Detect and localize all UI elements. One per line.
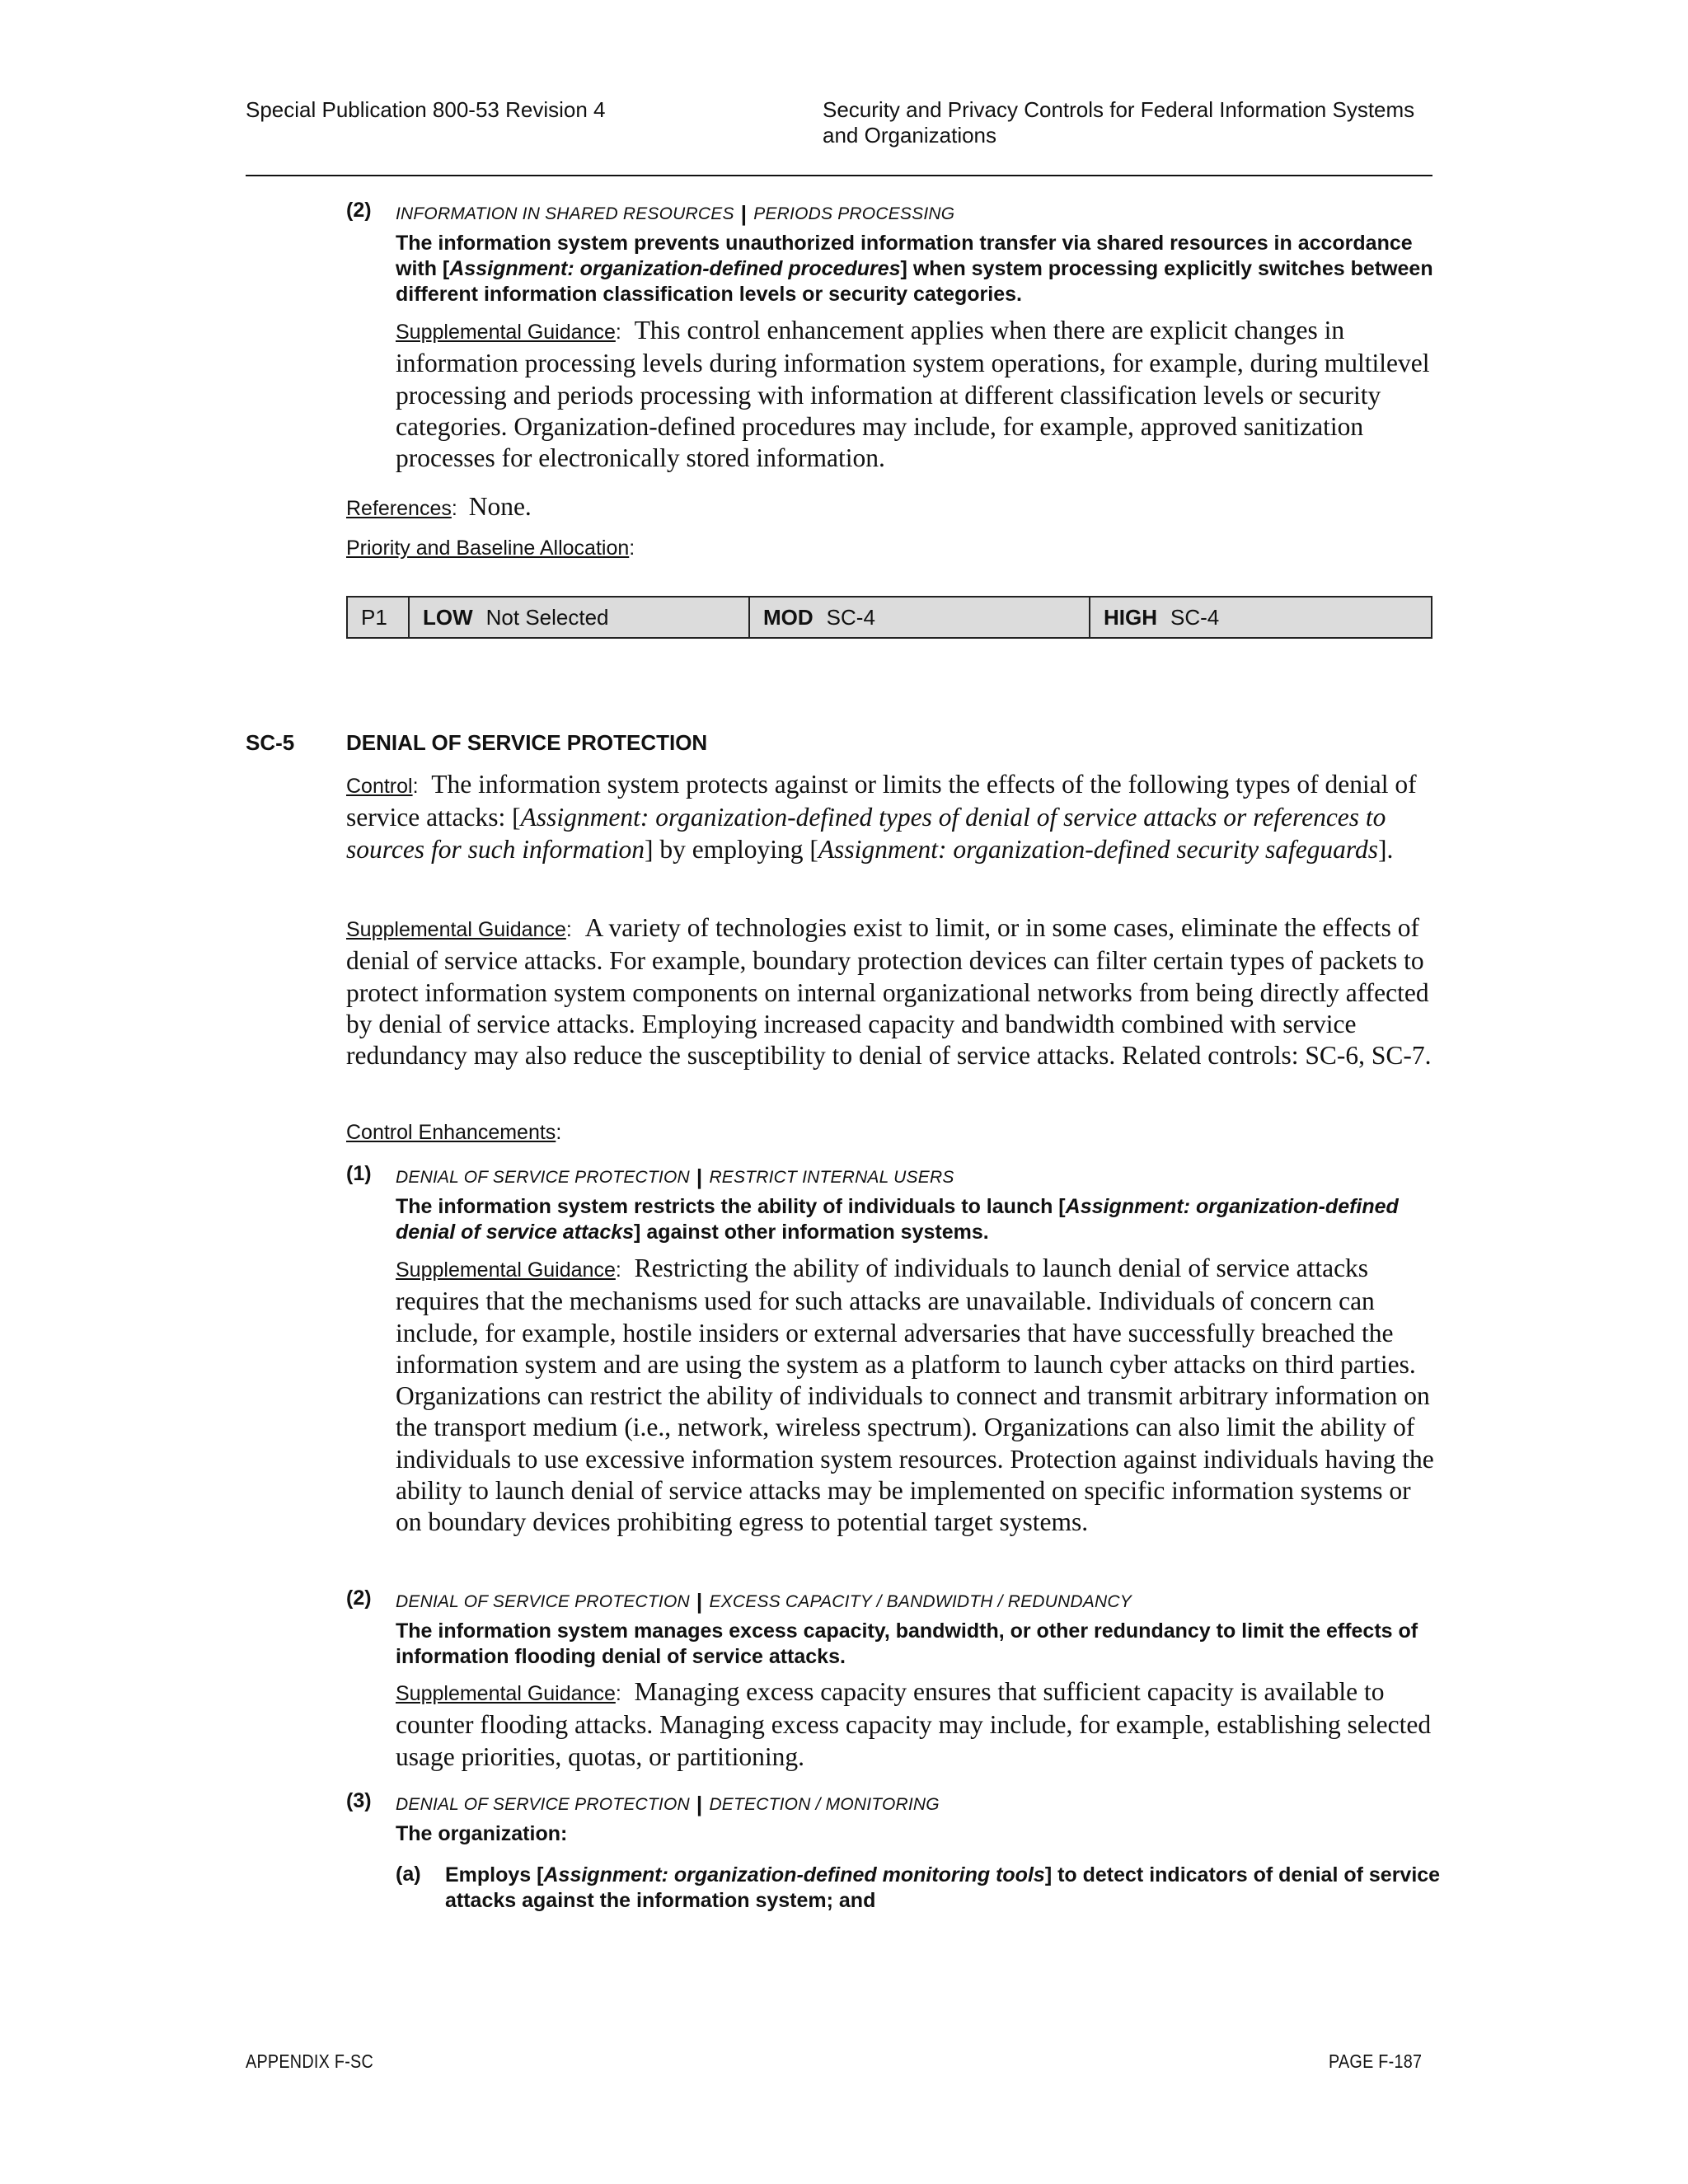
assignment-text: Assignment: organization-defined security safeguards [818,834,1379,864]
high-label: HIGH [1104,604,1157,630]
low-value: Not Selected [485,604,609,630]
high-value: SC-4 [1170,604,1220,630]
enhancement-statement: The information system manages excess capacity, bandwidth, or other redundancy to limit the effects of information flooding denial of service attacks. [396,1619,1418,1668]
mod-value: SC-4 [826,604,875,630]
control-title: DENIAL OF SERVICE PROTECTION [346,730,708,755]
statement-text: Employs [ [445,1863,544,1886]
priority-label: Priority and Baseline Allocation [346,537,630,560]
priority-cell: P1 [348,598,410,637]
header-document-title: Security and Privacy Controls for Federal Information Systems and Organizations [823,97,1415,148]
enhancement-title-part: DENIAL OF SERVICE PROTECTION [396,1795,690,1814]
title-separator: | [740,201,748,226]
control-text: ]. [1378,834,1394,864]
assignment-text: Assignment: organization-defined types of denial of service attacks or references to sources for such information [346,803,1386,864]
enhancement-title [396,1589,1132,1615]
assignment-text: Assignment: organization-defined monitoring tools [543,1863,1045,1886]
statement-text: ] when system processing explicitly switches between different information classification levels or security categories. [396,257,1433,306]
statement-text: The information system restricts the ability of individuals to launch [ [396,1195,1066,1218]
enhancement-title-part: DETECTION / MONITORING [709,1795,940,1814]
guidance-label: Supplemental Guidance [396,1258,616,1282]
header-divider [246,175,1432,176]
enhancement-title-part: PERIODS PROCESSING [753,204,955,223]
assignment-text: Assignment: organization-defined denial of service attacks [396,1195,1399,1244]
supplemental-guidance: Supplemental Guidance: Restricting the ability of individuals to launch denial of service attacks requires that the mechanisms used for such attacks are unavailable. Individuals of concern can include, for example, hostile insiders or external adversaries that have successfully breached the information system and are using the system as a platform to launch cyber attacks on third parties. Organizations can restrict the ability of individuals to connect and transmit arbitrary information on the transport medium (i.e., network, wireless spectrum). Organizations can also limit the ability of individuals to use excessive information system resources. Protection against individuals having the ability to launch denial of service attacks may be implemented on specific information systems or on boundary devices prohibiting egress to potential target systems. [396,1254,1434,1537]
statement-text: ] to detect indicators of denial of service attacks against the information system; and [445,1863,1441,1912]
title-separator: | [696,1589,703,1614]
guidance-label: Supplemental Guidance [396,1682,616,1705]
title-separator: | [696,1792,703,1816]
enhancement-statement [396,231,1442,307]
enhancement-title-part: RESTRICT INTERNAL USERS [709,1168,954,1187]
control-label: Control [346,775,413,798]
enhancement-title [396,1165,954,1190]
supplemental-guidance: Supplemental Guidance: A variety of technologies exist to limit, or in some cases, eliminate the effects of denial of service attacks. For example, boundary protection devices can filter certain types of packets to protect information system components on internal organizational networks from being directly affected by denial of service attacks. Employing increased capacity and bandwidth combined with service redundancy may also reduce the susceptibility to denial of service attacks. Related controls: SC-6, SC-7. [346,913,1432,1071]
enhancement-title-part: DENIAL OF SERVICE PROTECTION [396,1168,690,1187]
guidance-label: Supplemental Guidance [396,321,616,344]
enhancements-label: Control Enhancements [346,1121,556,1144]
enhancement-number: (2) [346,1586,372,1610]
enhancement-statement [396,1194,1442,1245]
header-publication-title: Special Publication 800-53 Revision 4 [246,97,606,122]
references-label: References [346,497,452,520]
control-statement: Control: The information system protects against or limits the effects of the following types of denial of service attacks: [Assignment: organization-defined types of denial of service attacks or references to sources for such information] by employing [Assignment: organization-defined security safeguards]. [346,770,1417,864]
enhancement-number: (2) [346,199,372,222]
references-value: None. [468,492,532,521]
supplemental-guidance: Supplemental Guidance: Managing excess capacity ensures that sufficient capacity is available to counter flooding attacks. Managing excess capacity may include, for example, establishing selected usage priorities, quotas, or partitioning. [396,1677,1432,1771]
guidance-text: A variety of technologies exist to limit, or in some cases, eliminate the effects of denial of service attacks. For example, boundary protection devices can filter certain types of packets to protect information system components on internal organizational networks from being directly affected by denial of service attacks. Employing increased capacity and bandwidth combined with service redundancy may also reduce the susceptibility to denial of service attacks. Related controls: SC-6, SC-7. [346,913,1432,1071]
item-text [445,1863,1442,1914]
mod-baseline-cell [750,598,1090,637]
footer-page-number: PAGE F-187 [1329,2050,1423,2072]
enhancement-title [396,1792,940,1817]
item-letter: (a) [396,1863,421,1886]
enhancement-title-part: DENIAL OF SERVICE PROTECTION [396,1592,690,1611]
enhancement-title-part: EXCESS CAPACITY / BANDWIDTH / REDUNDANCY [709,1592,1132,1611]
baseline-allocation-table [346,596,1432,639]
statement-text: The information system prevents unauthorized information transfer via shared resources in accordance with [ [396,232,1413,280]
guidance-text: Managing excess capacity ensures that sufficient capacity is available to counter flooding attacks. Managing excess capacity may include, for example, establishing selected usage priorities, quotas, or partitioning. [396,1677,1432,1771]
priority-label-line: Priority and Baseline Allocation: [346,537,635,560]
footer-appendix: APPENDIX F-SC [246,2050,374,2072]
enhancement-title-part: INFORMATION IN SHARED RESOURCES [396,204,734,223]
guidance-label: Supplemental Guidance [346,918,566,941]
low-baseline-cell [410,598,750,637]
enhancement-number: (1) [346,1162,372,1185]
low-label: LOW [423,604,473,630]
statement-text: ] against other information systems. [634,1221,989,1244]
enhancement-title [396,201,954,227]
control-id: SC-5 [246,730,295,755]
enhancements-label-line: Control Enhancements: [346,1121,562,1144]
assignment-text: Assignment: organization-defined procedures [449,257,901,280]
guidance-text: This control enhancement applies when there are explicit changes in information processing levels during information system operations, for example, during multilevel processing and periods processing with information at different classification levels or security categories. Organization-defined procedures may include, for example, approved sanitization processes for electronically stored information. [396,316,1430,473]
enhancement-statement: The organization: [396,1822,568,1845]
high-baseline-cell [1090,598,1431,637]
enhancement-number: (3) [346,1789,372,1812]
guidance-text: Restricting the ability of individuals to launch denial of service attacks requires that the mechanisms used for such attacks are unavailable. Individuals of concern can include, for example, hostile insiders or external adversaries that have successfully breached the information system and are using the system as a platform to launch cyber attacks on third parties. Organizations can restrict the ability of individuals to connect and transmit arbitrary information on the transport medium (i.e., network, wireless spectrum). Organizations can also limit the ability of individuals to use excessive information system resources. Protection against individuals having the ability to launch denial of service attacks may be implemented on specific information systems or on boundary devices prohibiting egress to potential target systems. [396,1254,1434,1537]
references-section: References: None. [346,492,532,521]
title-separator: | [696,1165,703,1189]
mod-label: MOD [763,604,814,630]
control-text: ] by employing [ [644,834,818,864]
control-text: The information system protects against or limits the effects of the following types of denial of service attacks: [ [346,770,1417,832]
supplemental-guidance: Supplemental Guidance: This control enhancement applies when there are explicit changes in information processing levels during information system operations, for example, during multilevel processing and periods processing with information at different classification levels or security categories. Organization-defined procedures may include, for example, approved sanitization processes for electronically stored information. [396,316,1430,473]
